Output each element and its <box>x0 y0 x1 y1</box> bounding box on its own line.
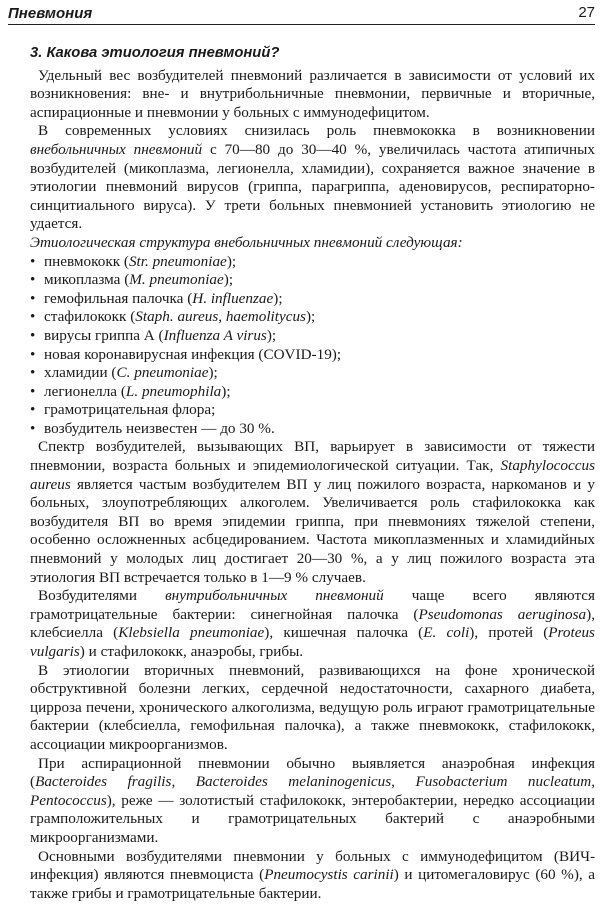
list-item: • хламидии (C. pneumoniae); <box>30 364 595 383</box>
list-item: • новая коронавирусная инфекция (COVID-19); <box>30 346 595 365</box>
paragraph-4: Возбудителями внутрибольничных пневмоний чаще всего являются грамотрицательные бактерии: синегнойная палочка (Pseudomonas aeruginosa), клебсиелла (Klebsiella pneumoniae), кишечная палочка (E. coli), протей (Proteus vulgaris) и стафилококк, анаэробы, грибы. <box>30 587 595 660</box>
paragraph-3: Спектр возбудителей, вызывающих ВП, варьирует в зависимости от тяжести пневмонии, возраста больных и эпидемиологической ситуации. Так, Staphylococcus aureus является частым возбудителем ВП у лиц пожилого возраста, наркоманов и у больных, злоупотребляющих алкоголем. Увеличивается роль стафилококка как возбудителя ВП во время эпидемии гриппа, при пневмониях тяжелой степени, особенно осложненных асбцедированием. Частота микоплазменных и хламидийных пневмоний у молодых лиц достигает 20—30 %, а у лиц пожилого возраста эта этиология ВП встречается только в 1—9 % случаев. <box>30 438 595 586</box>
question-heading: 3. Какова этиология пневмоний? <box>30 45 280 61</box>
list-item: • легионелла (L. pneumophila); <box>30 383 595 402</box>
list-intro: Этиологическая структура внебольничных пневмоний следующая: <box>30 233 463 251</box>
list-item: • грамотрицательная флора; <box>30 401 595 420</box>
paragraph-6: При аспирационной пневмонии обычно выявляется анаэробная инфекция (Bacteroides fragilis, Bacteroides melaninogenicus, Fusobacterium nucleatum, Pentococcus), реже — золотистый стафилококк, энтеробактерии, нередко ассоциации грамположительных и грамотрицательных бактерий с анаэробными микроорганизмами. <box>30 754 595 846</box>
list-item: • гемофильная палочка (H. influenzae); <box>30 290 595 309</box>
paragraph-1: Удельный вес возбудителей пневмоний различается в зависимости от условий их возникновения: вне- и внутрибольничные пневмонии, первичные и вторичные, аспирационные и пневмонии у больных с иммунодефицитом. <box>30 66 595 121</box>
list-item: • пневмококк (Str. pneumoniae); <box>30 253 595 272</box>
paragraph-2: В современных условиях снизилась роль пневмококка в возникновении внебольничных пневмоний с 70—80 до 30—40 %, увеличилась частота атипичных возбудителей (микоплазма, легионелла, хламидии), сохраняется важное значение в этиологии пневмоний вирусов (гриппа, парагриппа, аденовирусов, респираторно-синцитиального вируса). У трети больных пневмонией установить этиологию не удается. <box>30 122 595 233</box>
etiology-list <box>30 253 595 439</box>
paragraph-7: Основными возбудителями пневмонии у больных с иммунодефицитом (ВИЧ-инфекция) являются пневмоциста (Pneumocystis carinii) и цитомегаловирус (60 %), а также грибы и грамотрицательные бактерии. <box>30 847 595 902</box>
paragraph-5: В этиологии вторичных пневмоний, развивающихся на фоне хронической обструктивной болезни легких, сердечной недостаточности, сахарного диабета, цирроза печени, хронического алкоголизма, ведущую роль играют грамотрицательные бактерии (клебсиелла, гемофильная палочка), а также пневмококк, стафилококк, ассоциации микроорганизмов. <box>30 661 595 753</box>
list-item: • вирусы гриппа А (Influenza A virus); <box>30 327 595 346</box>
list-item: • микоплазма (M. pneumoniae); <box>30 271 595 290</box>
running-head <box>8 2 595 25</box>
chapter-title: Пневмония <box>8 5 93 22</box>
list-item: • стафилококк (Staph. aureus, haemolitycus); <box>30 308 595 327</box>
page-content <box>30 44 595 903</box>
list-item: • возбудитель неизвестен — до 30 %. <box>30 420 595 439</box>
page-number: 27 <box>578 4 595 21</box>
